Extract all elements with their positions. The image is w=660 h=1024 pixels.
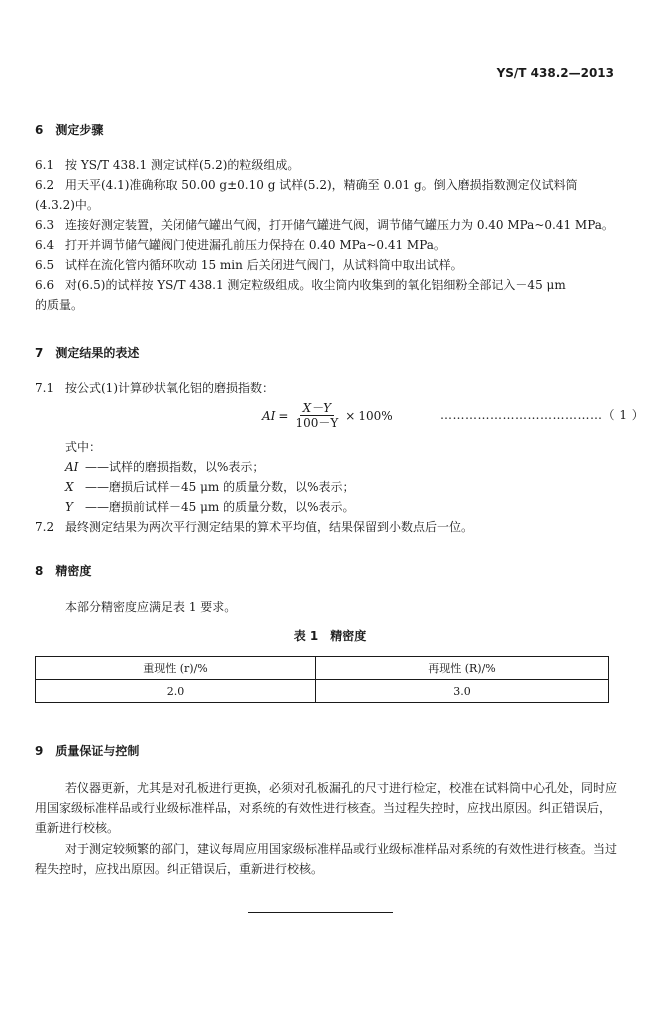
formula-times: × <box>345 408 356 423</box>
cell-reproducibility: 3.0 <box>316 680 609 703</box>
quality-paragraph-1: 若仪器更新，尤其是对孔板进行更换，必须对孔板漏孔的尺寸进行检定，校准在试料筒中心孔处，同时应用国家级标准样品或行业级标准样品，对系统的有效性进行核查。当过程失控时，应找出原因。纠正错误后，重新进行校核。 <box>35 781 618 835</box>
table-row <box>36 680 609 703</box>
section-9-title: 9 质量保证与控制 <box>35 744 140 758</box>
item-7-2: 7.2 最终测定结果为两次平行测定结果的算术平均值，结果保留到小数点后一位。 <box>35 520 474 534</box>
section-7-title: 7 测定结果的表述 <box>35 346 140 360</box>
formula-lhs: AI <box>262 408 276 423</box>
formula-numerator: X－Y <box>300 401 334 416</box>
formula-ref: …………………………………（ 1 ） <box>440 408 645 422</box>
item-6-6-cont: 的质量。 <box>35 298 84 312</box>
precision-table <box>35 656 609 703</box>
var-x: X ——磨损后试样－45 μm 的质量分数，以%表示； <box>65 480 355 494</box>
var-ai: AI ——试样的磨损指数，以%表示； <box>65 460 265 474</box>
formula-rhs: 100% <box>358 408 393 423</box>
formula-denominator: 100－Y <box>295 416 339 430</box>
item-6-2: 6.2 用天平(4.1)准确称取 50.00 g±0.10 g 试样(5.2)，精确至 0.01 g。倒入磨损指数测定仪试料筒 <box>35 178 578 192</box>
table-header-row <box>36 657 609 680</box>
header-reproducibility: 再现性 (R)/% <box>316 657 609 680</box>
item-6-2-cont: (4.3.2)中。 <box>35 198 99 212</box>
formula-1 <box>262 401 393 430</box>
section-6-title: 6 测定步骤 <box>35 123 104 137</box>
item-6-1: 6.1 按 YS/T 438.1 测定试样(5.2)的粒级组成。 <box>35 158 300 172</box>
end-rule <box>248 912 393 913</box>
item-6-4: 6.4 打开并调节储气罐阀门使进漏孔前压力保持在 0.40 MPa~0.41 MPa。 <box>35 238 446 252</box>
quality-paragraph-2: 对于测定较频繁的部门，建议每周应用国家级标准样品或行业级标准样品对系统的有效性进行核查。当过程失控时，应找出原因。纠正错误后，重新进行校核。 <box>35 842 618 876</box>
item-6-3: 6.3 连接好测定装置，关闭储气罐出气阀，打开储气罐进气阀，调节储气罐压力为 0.40 MPa~0.41 MPa。 <box>35 218 614 232</box>
section-8-title: 8 精密度 <box>35 564 92 578</box>
header-repeatability: 重现性 (r)/% <box>36 657 316 680</box>
item-6-5: 6.5 试样在流化管内循环吹动 15 min 后关闭进气阀门，从试料筒中取出试样。 <box>35 258 463 272</box>
formula-fraction <box>292 401 341 430</box>
formula-eq: = <box>278 408 289 423</box>
where-label: 式中： <box>65 440 102 454</box>
var-y: Y ——磨损前试样－45 μm 的质量分数，以%表示。 <box>65 500 355 514</box>
standard-code: YS/T 438.2—2013 <box>496 66 614 80</box>
item-7-1: 7.1 按公式(1)计算砂状氧化铝的磨损指数： <box>35 381 274 395</box>
item-6-6: 6.6 对(6.5)的试样按 YS/T 438.1 测定粒级组成。收尘筒内收集到的氧化铝细粉全部记入－45 μm <box>35 278 566 292</box>
precision-text: 本部分精密度应满足表 1 要求。 <box>65 600 237 614</box>
cell-repeatability: 2.0 <box>36 680 316 703</box>
table-caption: 表 1 精密度 <box>293 629 367 643</box>
